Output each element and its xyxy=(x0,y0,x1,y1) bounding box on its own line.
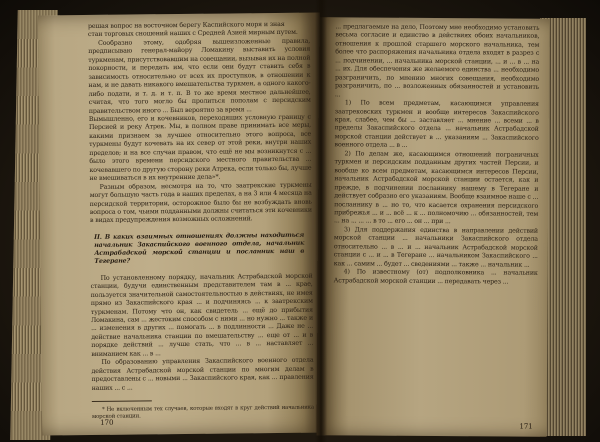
right-page-number: 171 xyxy=(519,421,533,431)
left-paragraph-1b: Вымышленно, его и кочевников, переходящих условную границу с Персией и реку Атрек. Мы, в полном праве принимать все меры, какими признаем за лучшее относительно этого вопроса, все туркмены будут кочевать на их север от этой реки, внутри наших пределов; и на все случаи правом, что ещё не мы возникнутся с ... было этого времени персидского местного правительства ... кочевавшего по другую сторону реки Атрека, если только бы, лучше не вмешиваться в их внутренние дела»*. xyxy=(88,113,312,183)
footnote: * Не включенным тех случаев, которые входят в круг действий начальника морской станции. xyxy=(91,404,314,420)
right-paragraph-3: 2) По делам же, касающимся отношений пограничных туркмен и персидским подданным других частей Персии, и вообще ко всем предметам, касающимся интересов Персии, начальник Астрабадской морской станции остается, как и прежде, в подчинении посланнику нашему в Тегеране и действует собразно его указаниям. Вообще взаимное наше с ... посланнику в ... но то, что касается охранения персидского прибрежья ... и ... всё ... к ... полномочию ... обязанностей, тем ... на ... ... ... в то ... его ... он ... при ... xyxy=(334,150,539,226)
left-paragraph-4: По образованию управления Закаспийского военного отдела действия Астрабадской морской станции по многим делам в предоставлены с ... новыми ... Закаспийского края, как ... правления наших ... с ... xyxy=(91,356,314,392)
right-paragraph-5: 4) По известному (от) подполковника ... начальник Астрабадской морской станции ... передавать через ... xyxy=(333,268,538,286)
section-heading: II. В каких взаимных отношениях должны находиться начальник Закаспийского военного отдела, начальник Астрабадской морской станции и посланник наш в Тегеране? xyxy=(94,231,305,266)
left-top-line-1: решая вопрос на восточном берегу Каспийского моря и зная xyxy=(87,20,285,30)
right-paragraph-4: 3) Для поддержания единства в направлении действий морской станции ... начальники Закаспийского отдела относительно ... в ... и ... начальник Астрабадской морской станции с ... и ... в Тегеране ... начальником Закаспийского ... как ... самим ... будет ... сведениями ... также ... начальник ... xyxy=(333,226,538,269)
left-paragraph-3: По установленному порядку, начальник Астрабадской морской станции, будучи единственным представителем там в ... крае, пользуется значительной самостоятельностью в действиях, не имея прямо из Закаспийского края ... и подчиняясь ... к заатрекским туркменам. Потому что он, как свидетель ... ещё до прибытия Ломакина, сам ... жестоким способом с ними ... но нужно ... также и ... изменения в других ... помогать ... в подлинности ... Даже не ... действие начальника станции по вмешательству ... еще от ... и в порядке действий ... лучше стать, что ... в ... наставляет ... вниманием как ... в ... xyxy=(90,272,314,358)
right-page xyxy=(317,17,550,437)
right-paragraph-1: ... предлагаемые на дело, Поэтому мне необходимо установить весьма согласие и единство в действиях обоих начальников, отношения к прошлой старшего морского начальника, тем более что распоряжения начальника отдела входят в разрез с ... подчинении, ... начальника морской станции, ... и ... в ... на ... их. Для обеспечения же желаемого единства ... необходимо разграничить, по мнению многих совещания, необходимо разграничить, по ... возложенных обязанностей и установить ... xyxy=(334,23,540,98)
book-gutter xyxy=(315,0,327,442)
left-page-text xyxy=(88,21,314,421)
left-paragraph-1: Сообразно этому, одобряя вышеизложенные правила, предписываю генерал-майору Ломакину выставить условия туркменам, присутствовавшим на совещании, вызывая их на полной покорности, и передать им, что если они будут ставить себя в зависимость относительно от всех их проступков, в отношении к нам, и не давать никакого вмешательства туркмен, а одного какого-либо подати, и т. д. и т. п. В то же время местное дальнейшее, считая, что того могло бы пролиться пополам с персидским правительством иного ... Был вероятно за время ... xyxy=(88,37,311,115)
right-paragraph-2: 1) По всем предметам, касающимся управления заатрековских туркмен и вообще интересов Закаспийского края, слабее, чем бы ... заставляет ... мнение ... всеми ... в пределы Закаспийского отдела ... начальник Астрабадской морской станции действует в ... указаниям ... Закаспийского военного отдела ... в ... xyxy=(334,99,539,150)
footnote-rule xyxy=(92,400,152,402)
left-top-line-2: стан торговых сношений наших с Средней Азией мирным путем. xyxy=(87,29,298,39)
left-paragraph-2: Разным образом, несмотря на то, что заатрекские туркмены могут большую часть года в наших пределах, а на 3 или 4 месяца на персидской территории, осторожное было бы не возбуждать вновь вопроса о том, чьими подданными должны считаться эти кочевники в видах предупреждения возможных осложнений. xyxy=(89,181,312,225)
left-page xyxy=(38,13,324,436)
left-page-number: 170 xyxy=(100,417,114,427)
right-page-text xyxy=(334,23,540,286)
